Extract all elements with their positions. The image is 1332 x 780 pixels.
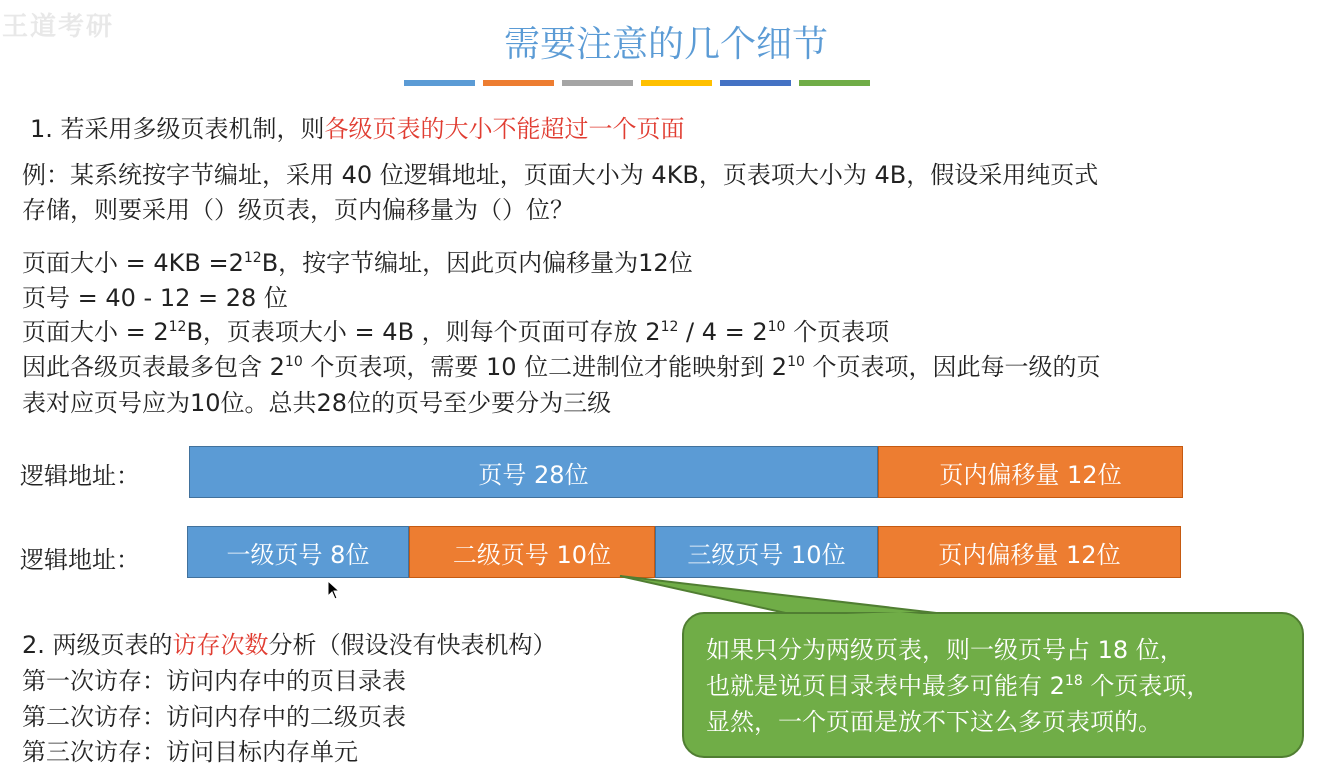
callout-line-1: 如果只分为两级页表，则一级页号占 18 位， — [706, 636, 1184, 664]
solution-line-1: 页面大小 = $4KB =2^{12}B$，按字节编址，因此页内偏移量为12位 — [22, 249, 693, 277]
point-2: 2. 两级页表的访存次数分析（假设没有快表机构） — [22, 631, 557, 659]
callout-line-3: 显然，一个页面是放不下这么多页表项的。 — [706, 708, 1162, 736]
callout-line-2: 也就是说页目录表中最多可能有 $2^{18}$ 个页表项， — [706, 672, 1211, 700]
callout-note — [682, 612, 1304, 758]
access-1: 第一次访存：访问内存中的页目录表 — [22, 667, 406, 695]
level2-page-segment: 二级页号 10位 — [409, 526, 655, 578]
offset-segment: 页内偏移量 12位 — [878, 446, 1183, 498]
logical-address-label-2: 逻辑地址： — [20, 546, 140, 574]
solution-line-4: 因此各级页表最多包含 $2^{10}$ 个页表项，需要 10 位二进制位才能映射到 $2^{10}$ 个页表项，因此每一级的页 — [22, 353, 1101, 381]
solution-line-3: 页面大小 = $2^{12}B$，页表项大小 = 4B ，则每个页面可存放 $2^{12} / 4 = 2^{10}$ 个页表项 — [22, 318, 890, 346]
slide-title: 需要注意的几个细节 — [503, 24, 828, 65]
watermark: 王道考研 — [2, 12, 115, 42]
access-3: 第三次访存：访问目标内存单元 — [22, 738, 358, 766]
solution-line-2: 页号 = 40 - 12 = 28 位 — [22, 284, 288, 312]
example-line-1: 例：某系统按字节编址，采用 40 位逻辑地址，页面大小为 4KB，页表项大小为 4B，假设采用纯页式 — [22, 161, 1099, 189]
point-1-text: 1. 若采用多级页表机制，则 — [30, 115, 325, 143]
example-line-2: 存储，则要采用（）级页表，页内偏移量为（）位？ — [22, 196, 574, 224]
logical-address-label-1: 逻辑地址： — [20, 462, 140, 490]
point-1-highlight: 各级页表的大小不能超过一个页面 — [324, 115, 685, 143]
level1-page-segment: 一级页号 8位 — [187, 526, 409, 578]
offset-segment-2: 页内偏移量 12位 — [878, 526, 1181, 578]
level3-page-segment: 三级页号 10位 — [655, 526, 878, 578]
solution-line-5: 表对应页号应为10位。总共28位的页号至少要分为三级 — [22, 389, 612, 417]
access-2: 第二次访存：访问内存中的二级页表 — [22, 703, 406, 731]
mouse-cursor-icon — [327, 580, 341, 600]
page-number-segment: 页号 28位 — [189, 446, 878, 498]
